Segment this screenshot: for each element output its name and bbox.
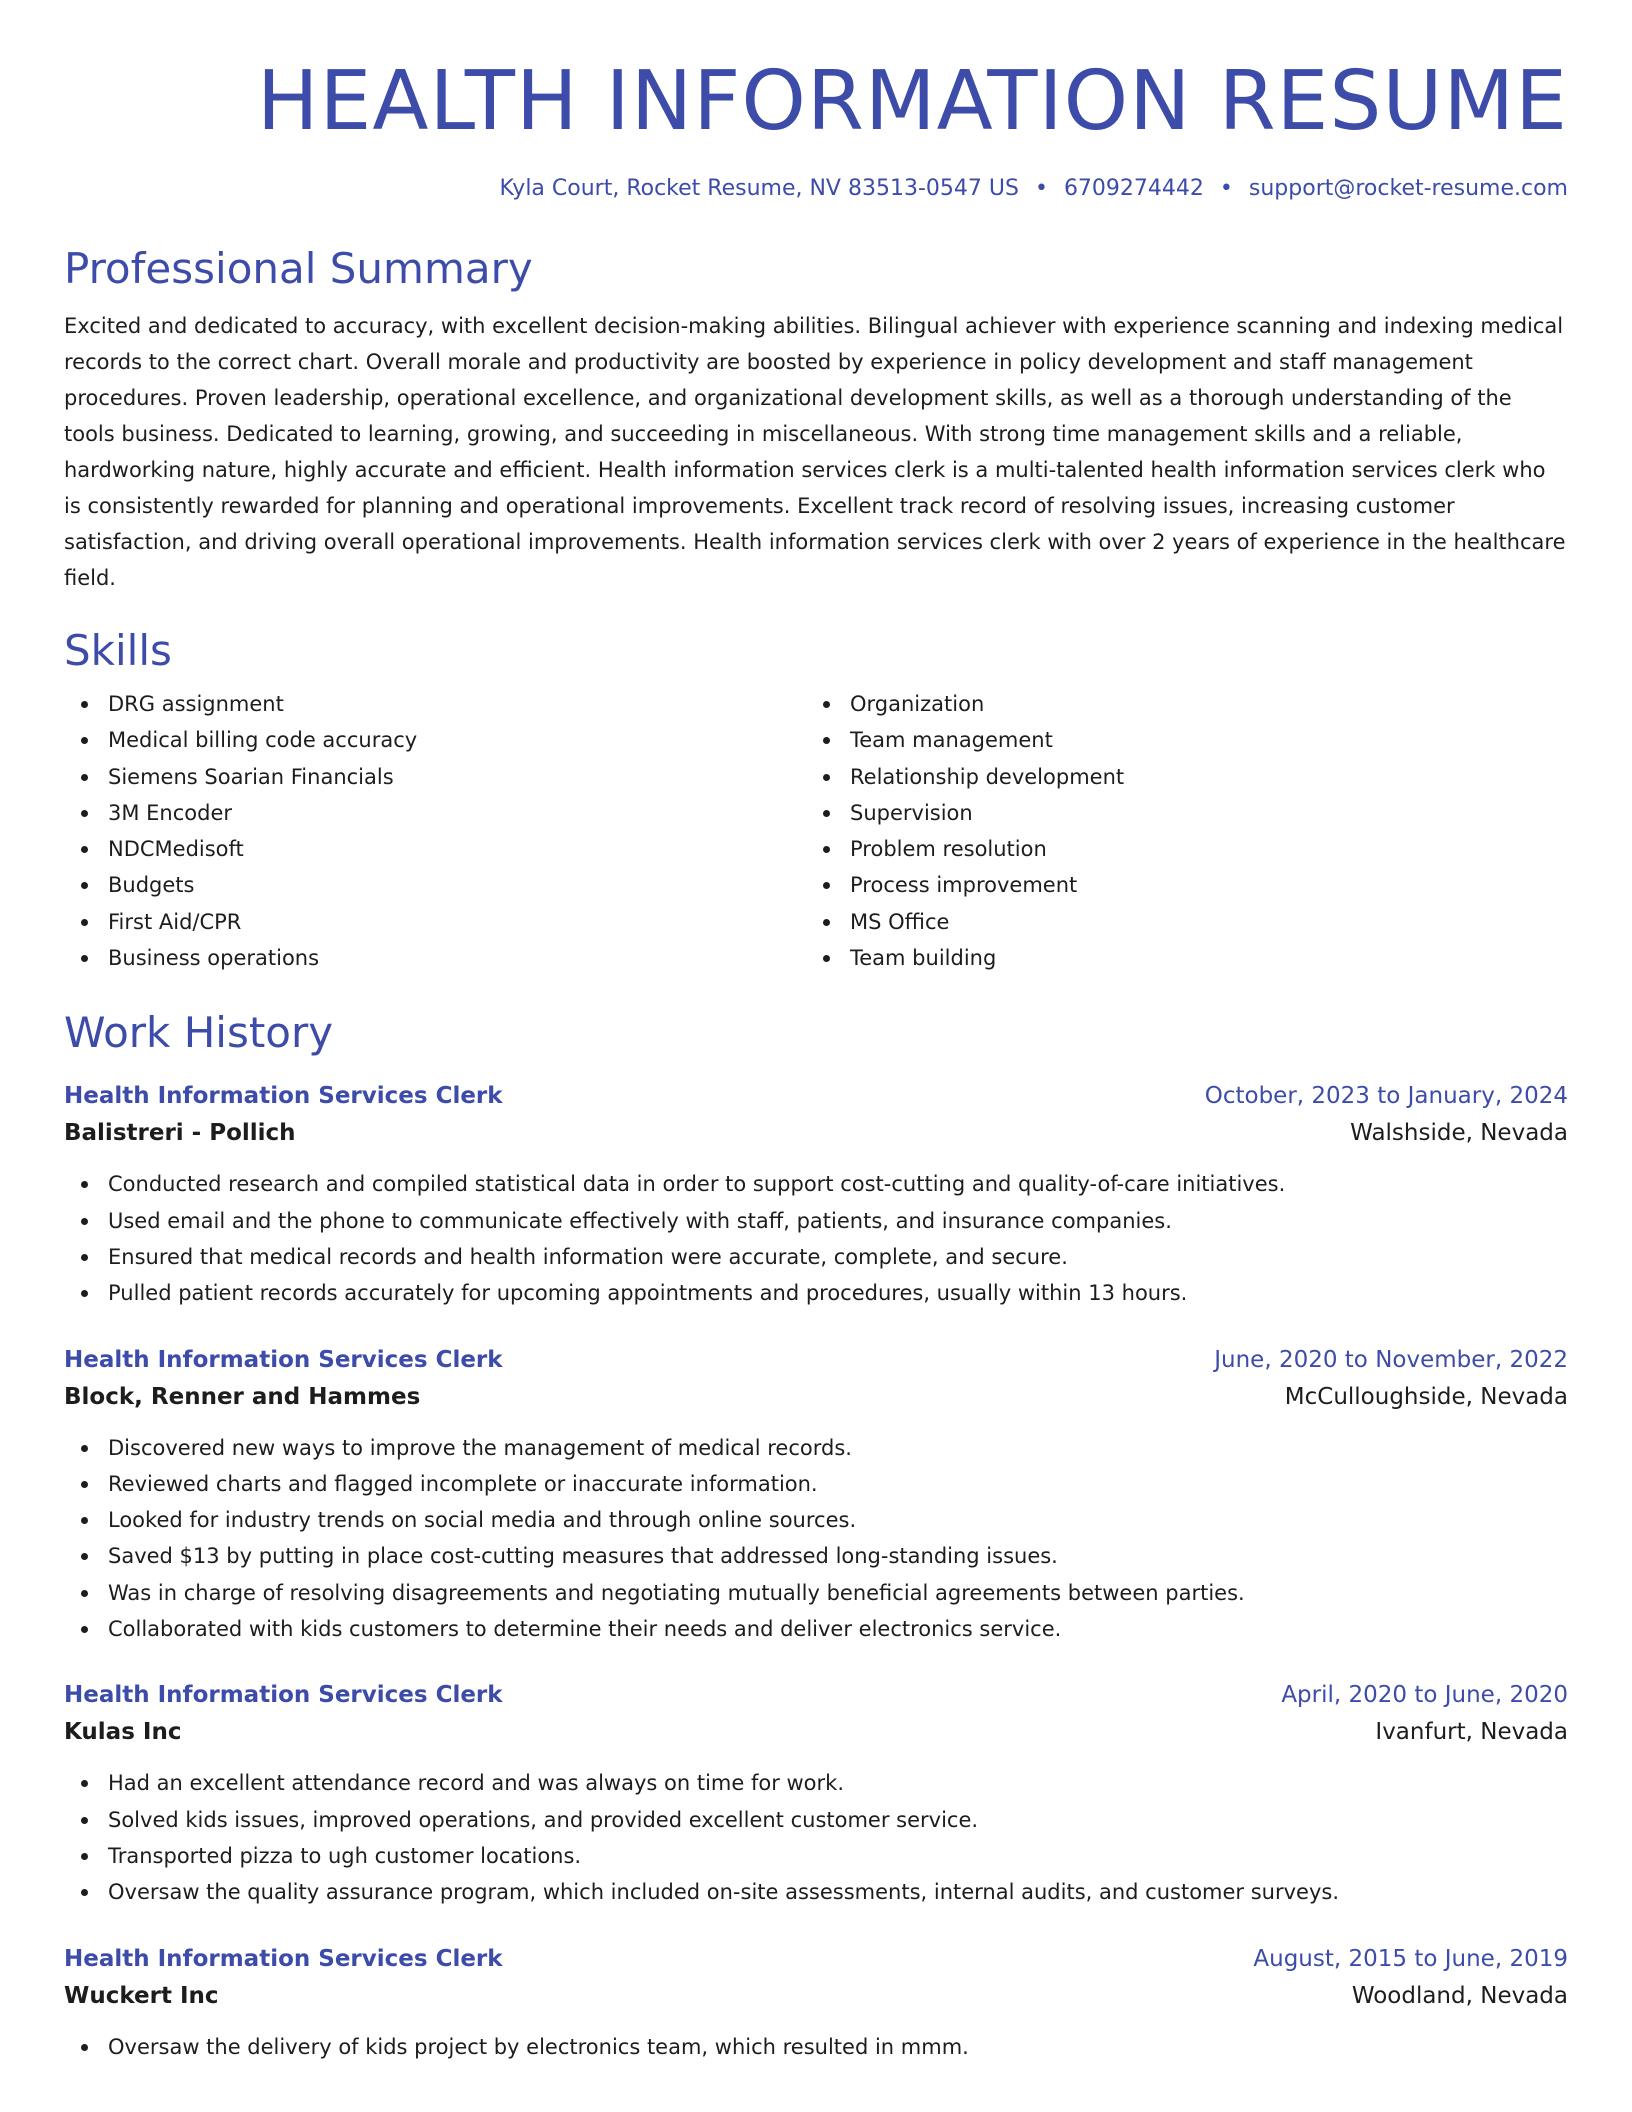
job-location: Ivanfurt, Nevada [1375,1719,1568,1746]
job-company: Block, Renner and Hammes [64,1383,421,1410]
job-bullet: Had an excellent attendance record and was always on time for work. [64,1765,1568,1801]
contact-line [64,174,1568,204]
job-title-row [64,1941,1568,1977]
skill-item: Relationship development [806,759,1548,795]
skills-heading: Skills [64,626,172,675]
job-dates: April, 2020 to June, 2020 [1281,1682,1568,1709]
job-company-row [64,1713,1568,1751]
job-bullet: Looked for industry trends on social media and through online sources. [64,1502,1568,1538]
skill-item: Budgets [64,867,806,903]
job-dates: October, 2023 to January, 2024 [1204,1083,1568,1110]
skill-item: Process improvement [806,867,1548,903]
job-entry [64,1078,1568,1311]
skill-item: MS Office [806,904,1548,940]
skill-item: Siemens Soarian Financials [64,759,806,795]
job-title: Health Information Services Clerk [64,1682,503,1709]
skill-item: NDCMedisoft [64,831,806,867]
job-dates: June, 2020 to November, 2022 [1214,1346,1568,1373]
skills-list-right [806,686,1548,976]
job-bullet: Ensured that medical records and health information were accurate, complete, and secure. [64,1239,1568,1275]
job-bullet: Conducted research and compiled statistical data in order to support cost-cutting and quality-of-care initiatives. [64,1166,1568,1202]
job-location: Walshside, Nevada [1350,1120,1568,1147]
job-bullets [64,2029,1568,2065]
job-bullets [64,1765,1568,1910]
job-entry [64,1342,1568,1648]
resume-page [64,0,1568,2065]
job-bullet: Used email and the phone to communicate effectively with staff, patients, and insurance companies. [64,1203,1568,1239]
skill-item: 3M Encoder [64,795,806,831]
job-company: Kulas Inc [64,1719,182,1746]
work-history-heading: Work History [64,1008,334,1058]
job-bullet: Saved $13 by putting in place cost-cutting measures that addressed long-standing issues. [64,1538,1568,1574]
job-dates: August, 2015 to June, 2019 [1253,1945,1568,1972]
job-company: Wuckert Inc [64,1982,219,2009]
job-company: Balistreri - Pollich [64,1120,296,1147]
job-title-row [64,1677,1568,1713]
contact-separator: • [1219,176,1233,201]
summary-text: Excited and dedicated to accuracy, with excellent decision-making abilities. Bilingual achiever with experience scanning and indexing medical records to the correct chart. Overall morale and productivity are boosted by experience in policy development and staff management procedures. Proven leadership, operational excellence, and organizational development skills, as well as a thorough understanding of the tools business. Dedicated to learning, growing, and succeeding in miscellaneous. With strong time management skills and a reliable, hardworking nature, highly accurate and efficient. Health information services clerk is a multi-talented health information services clerk who is consistently rewarded for planning and operational improvements. Excellent track record of resolving issues, increasing customer satisfaction, and driving overall operational improvements. Health information services clerk with over 2 years of experience in the healthcare field. [64,314,1566,590]
skill-item: Business operations [64,940,806,976]
job-title: Health Information Services Clerk [64,1945,503,1972]
job-bullet: Reviewed charts and flagged incomplete or inaccurate information. [64,1466,1568,1502]
skill-item: Team building [806,940,1548,976]
job-bullets [64,1166,1568,1311]
job-bullet: Collaborated with kids customers to determine their needs and deliver electronics service. [64,1611,1568,1647]
job-bullet: Transported pizza to ugh customer locations. [64,1838,1568,1874]
job-bullet: Oversaw the quality assurance program, which included on-site assessments, internal audits, and customer surveys. [64,1874,1568,1910]
job-bullet: Discovered new ways to improve the management of medical records. [64,1430,1568,1466]
skill-item: First Aid/CPR [64,904,806,940]
skill-item: Problem resolution [806,831,1548,867]
job-bullets [64,1430,1568,1648]
skills-grid [64,686,1568,976]
job-bullet: Solved kids issues, improved operations, and provided excellent customer service. [64,1802,1568,1838]
job-entry [64,1941,1568,2065]
skills-list-left [64,686,806,976]
job-entry [64,1677,1568,1910]
contact-separator: • [1034,176,1048,201]
skill-item: Supervision [806,795,1548,831]
job-title: Health Information Services Clerk [64,1083,503,1110]
job-title-row [64,1342,1568,1378]
contact-address: Kyla Court, Rocket Resume, NV 83513-0547 US [499,176,1019,201]
summary-heading: Professional Summary [64,244,533,293]
job-title: Health Information Services Clerk [64,1346,503,1373]
job-title-row [64,1078,1568,1114]
resume-title: HEALTH INFORMATION RESUME [256,54,1568,149]
job-company-row [64,1378,1568,1416]
job-location: McCulloughside, Nevada [1284,1383,1568,1410]
job-company-row [64,1114,1568,1152]
contact-email: support@rocket-resume.com [1248,176,1568,201]
skill-item: Medical billing code accuracy [64,722,806,758]
job-bullet: Pulled patient records accurately for upcoming appointments and procedures, usually within 13 hours. [64,1275,1568,1311]
contact-phone: 6709274442 [1063,176,1204,201]
job-bullet: Was in charge of resolving disagreements and negotiating mutually beneficial agreements between parties. [64,1575,1568,1611]
job-company-row [64,1977,1568,2015]
job-location: Woodland, Nevada [1351,1982,1568,2009]
skill-item: Organization [806,686,1548,722]
skill-item: Team management [806,722,1548,758]
skill-item: DRG assignment [64,686,806,722]
job-bullet: Oversaw the delivery of kids project by electronics team, which resulted in mmm. [64,2029,1568,2065]
